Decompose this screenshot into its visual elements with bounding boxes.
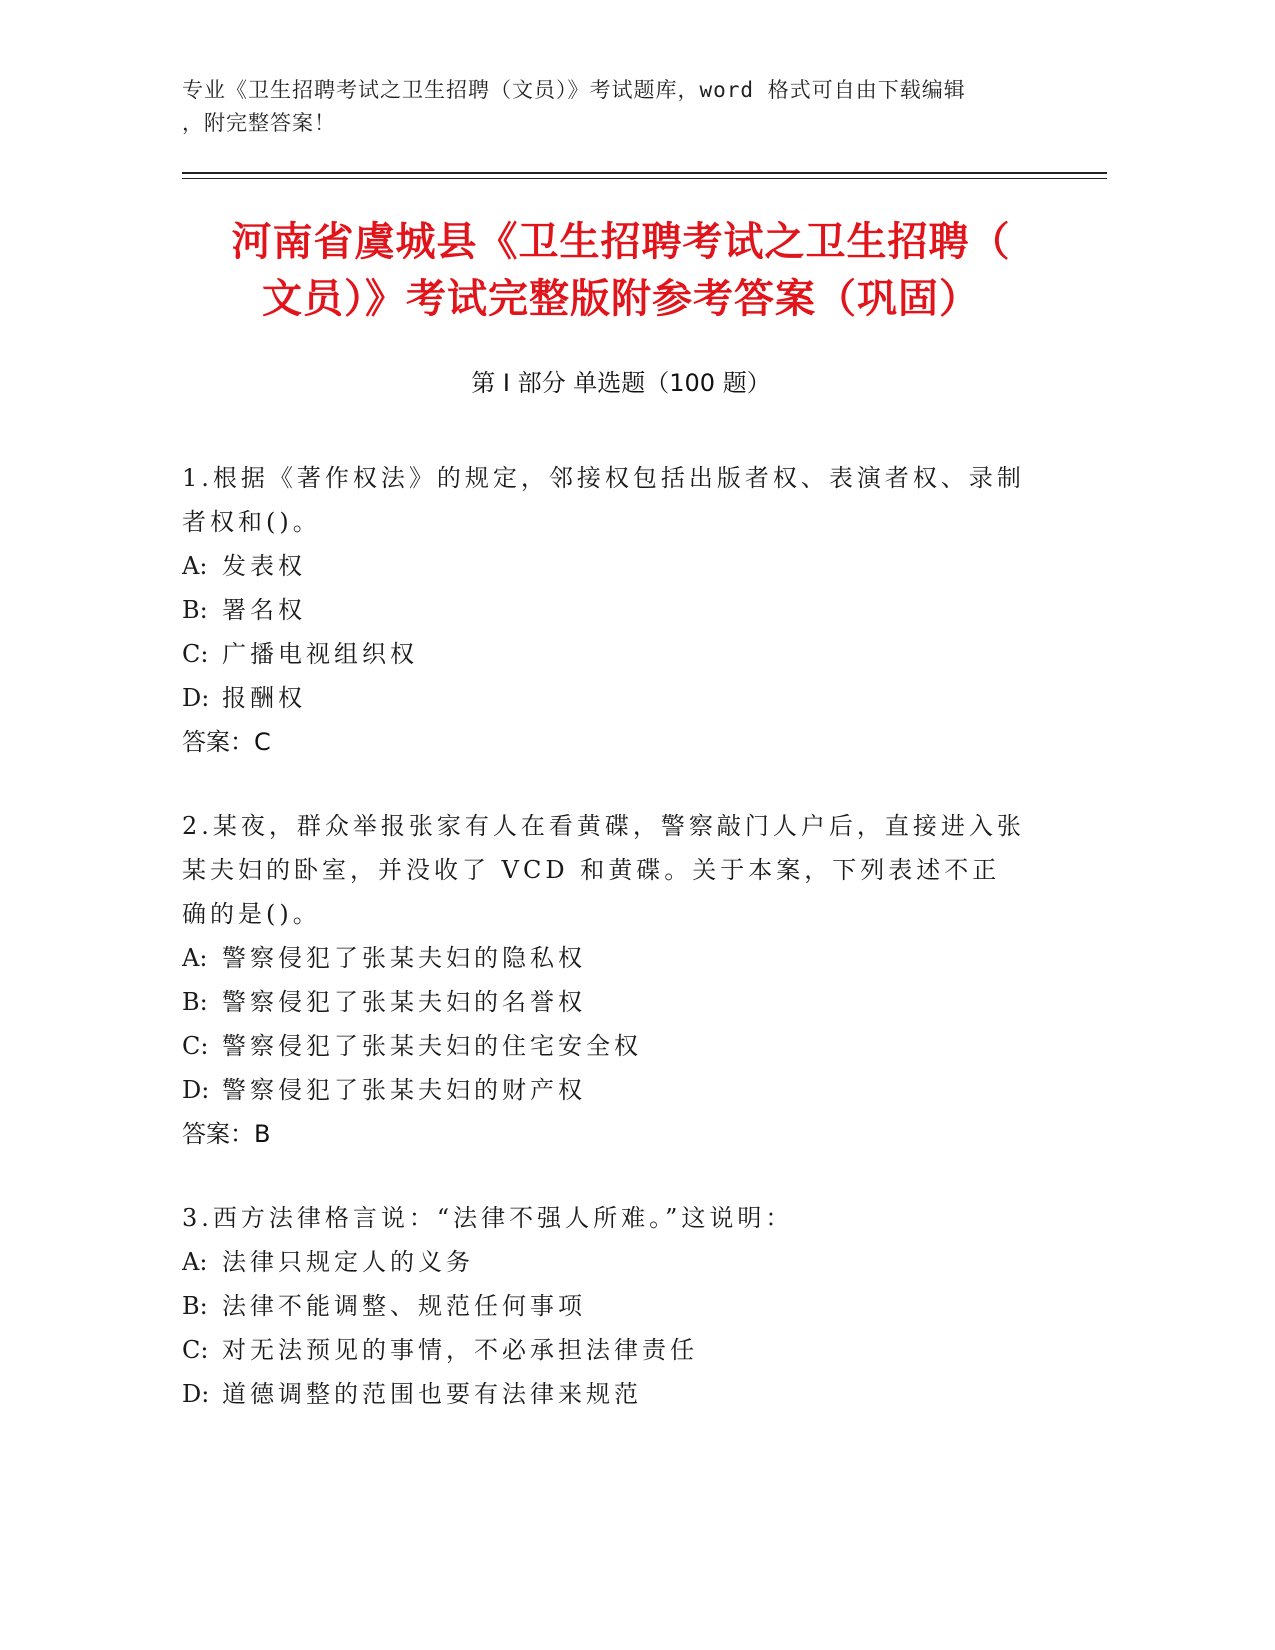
option-key: D:: [182, 1380, 210, 1408]
answer-label: 答案：B: [182, 1120, 271, 1148]
option-a: [182, 1240, 1027, 1284]
option-a: [182, 544, 1027, 588]
option-list: [182, 1240, 1027, 1416]
section-title: 第 I 部分 单选题（100 题）: [471, 369, 771, 397]
option-a: [182, 936, 1027, 980]
option-b: [182, 980, 1027, 1024]
header-divider-thick: [182, 172, 1107, 174]
option-text: 法律只规定人的义务: [222, 1248, 474, 1276]
option-text: 警察侵犯了张某夫妇的财产权: [222, 1076, 586, 1104]
option-key: D:: [182, 1076, 210, 1104]
header-divider-thin: [182, 178, 1107, 179]
question-list: [182, 456, 1027, 1456]
option-key: C:: [182, 1032, 209, 1060]
option-text: 报酬权: [222, 684, 306, 712]
document-title: [182, 214, 1060, 328]
option-text: 广播电视组织权: [222, 640, 418, 668]
option-key: A:: [182, 552, 208, 580]
option-key: B:: [182, 988, 208, 1016]
header-note-line-2: ，附完整答案！: [182, 111, 336, 135]
option-text: 法律不能调整、规范任何事项: [222, 1292, 586, 1320]
option-list: [182, 936, 1027, 1112]
option-text: 警察侵犯了张某夫妇的住宅安全权: [222, 1032, 642, 1060]
option-d: [182, 1372, 1027, 1416]
header-note-line-1: 专业《卫生招聘考试之卫生招聘（文员）》考试题库，word 格式可自由下载编辑: [182, 78, 966, 102]
option-key: B:: [182, 1292, 208, 1320]
question-stem: 1.根据《著作权法》的规定，邻接权包括出版者权、表演者权、录制者权和()。: [182, 464, 1025, 536]
option-c: [182, 632, 1027, 676]
option-text: 警察侵犯了张某夫妇的名誉权: [222, 988, 586, 1016]
option-text: 署名权: [222, 596, 306, 624]
option-c: [182, 1024, 1027, 1068]
header-note: [182, 74, 1042, 140]
option-key: A:: [182, 1248, 208, 1276]
option-key: C:: [182, 1336, 209, 1364]
option-list: [182, 544, 1027, 720]
option-c: [182, 1328, 1027, 1372]
question-stem: 2.某夜，群众举报张家有人在看黄碟，警察敲门人户后，直接进入张某夫妇的卧室，并没收了 VCD 和黄碟。关于本案，下列表述不正确的是()。: [182, 812, 1025, 928]
option-key: B:: [182, 596, 208, 624]
option-text: 对无法预见的事情，不必承担法律责任: [222, 1336, 698, 1364]
question-3: [182, 1196, 1027, 1416]
option-text: 发表权: [222, 552, 306, 580]
option-b: [182, 1284, 1027, 1328]
document-title-line-1: 河南省虞城县《卫生招聘考试之卫生招聘（: [231, 219, 1011, 265]
option-key: A:: [182, 944, 208, 972]
option-b: [182, 588, 1027, 632]
question-stem: 3.西方法律格言说：“法律不强人所难。”这说明：: [182, 1204, 794, 1232]
option-text: 道德调整的范围也要有法律来规范: [222, 1380, 642, 1408]
option-d: [182, 676, 1027, 720]
question-2: [182, 804, 1027, 1156]
answer-label: 答案：C: [182, 728, 271, 756]
option-d: [182, 1068, 1027, 1112]
option-key: C:: [182, 640, 209, 668]
option-key: D:: [182, 684, 210, 712]
document-title-line-2: 文员）》考试完整版附参考答案（巩固）: [262, 276, 980, 322]
option-text: 警察侵犯了张某夫妇的隐私权: [222, 944, 586, 972]
question-1: [182, 456, 1027, 764]
